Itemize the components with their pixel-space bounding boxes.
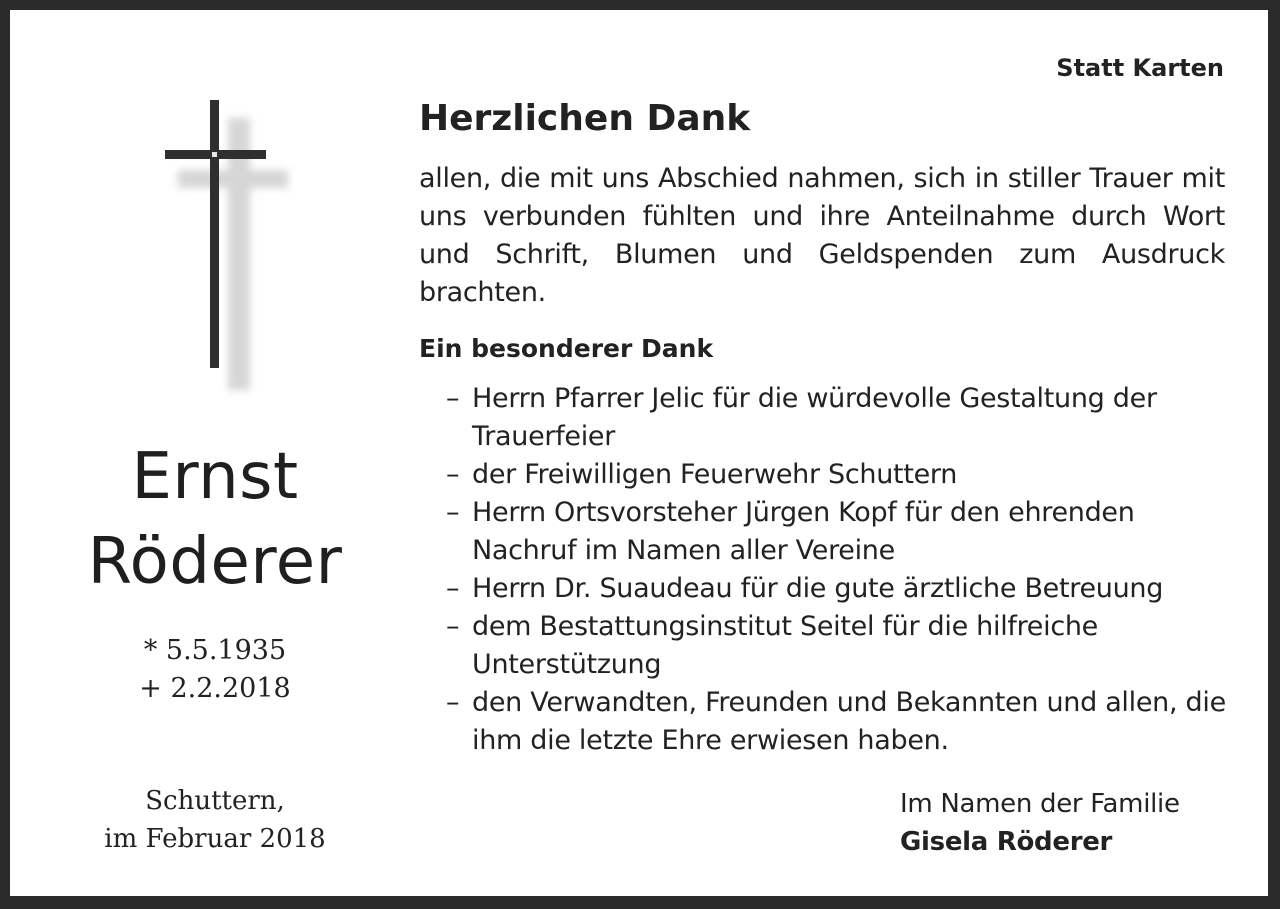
list-item: – Herrn Pfarrer Jelic für die würdevolle Gestaltung der Trauerfeier — [446, 383, 1157, 452]
special-thanks-heading: Ein besonderer Dank — [419, 334, 714, 363]
signer-name: Gisela Röderer — [900, 827, 1113, 857]
obituary-card — [10, 10, 1268, 896]
list-item: – Herrn Dr. Suaudeau für die gute ärztliche Betreuung — [446, 573, 1164, 604]
birth-date: * 5.5.1935 — [143, 635, 287, 666]
death-date: + 2.2.2018 — [139, 673, 291, 704]
thanks-list — [446, 380, 1236, 760]
list-item: – dem Bestattungsinstitut Seitel für die hilfreiche Unterstützung — [446, 611, 1098, 680]
statt-karten-label: Statt Karten — [1056, 54, 1224, 82]
intro-paragraph: allen, die mit uns Abschied nahmen, sich in stiller Trauer mit uns verbunden fühlten und ihre Anteilnahme durch Wort und Schrift, Blumen und Geldspenden zum Ausdruck brachten. — [419, 163, 1225, 308]
deceased-first-name: Ernst — [131, 440, 299, 514]
cross-icon — [160, 100, 300, 400]
date-line: im Februar 2018 — [104, 824, 326, 854]
list-item: – den Verwandten, Freunden und Bekannten und allen, die ihm die letzte Ehre erwiesen haben. — [446, 687, 1226, 756]
place-line: Schuttern, — [145, 786, 285, 816]
list-item: – Herrn Ortsvorsteher Jürgen Kopf für den ehrenden Nachruf im Namen aller Vereine — [446, 497, 1135, 566]
list-item: – der Freiwilligen Feuerwehr Schuttern — [446, 459, 958, 490]
page-title: Herzlichen Dank — [419, 98, 751, 139]
signature-block — [900, 785, 1230, 861]
signature-intro: Im Namen der Familie — [900, 789, 1180, 819]
deceased-last-name: Röderer — [87, 525, 343, 599]
